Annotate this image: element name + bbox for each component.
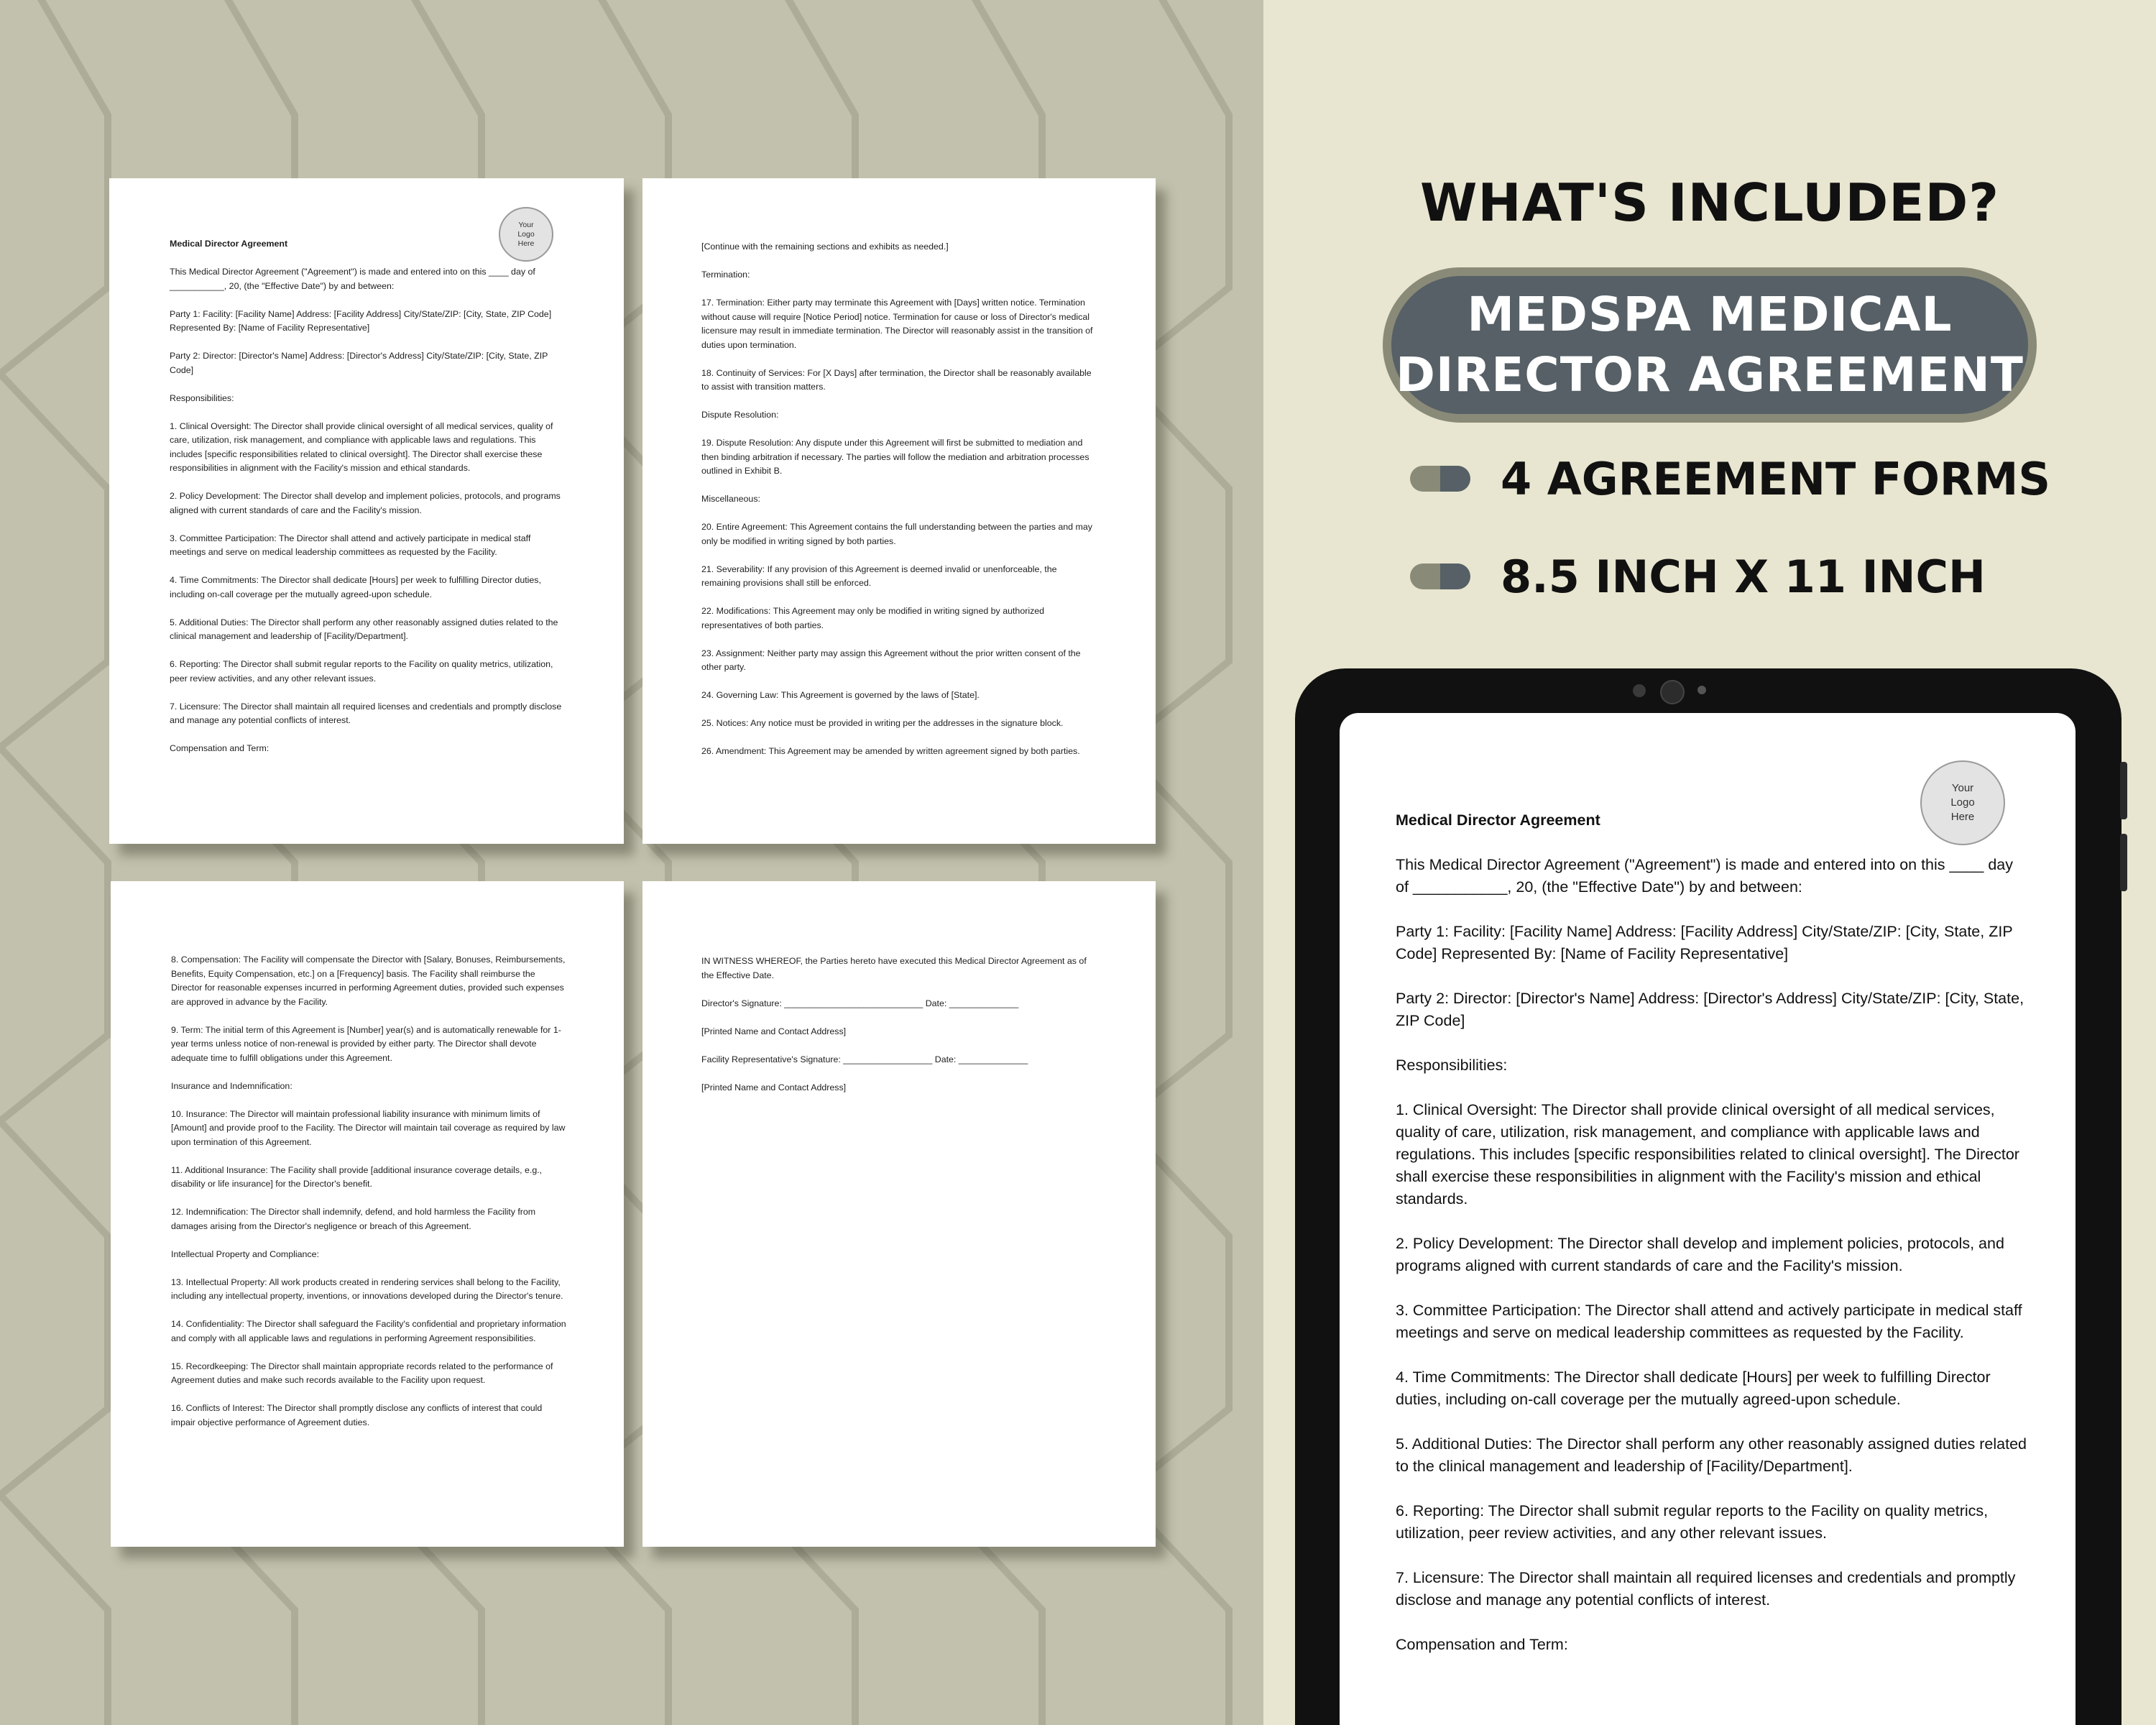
paragraph: Party 2: Director: [Director's Name] Address: [Director's Address] City/State/ZIP: [City, State, ZIP Code] [1396, 990, 2024, 1029]
headline: WHAT'S INCLUDED? [1419, 172, 2000, 233]
paragraph: Intellectual Property and Compliance: [171, 1248, 319, 1259]
paragraph: Responsibilities: [1396, 1057, 1508, 1074]
paragraph: 5. Additional Duties: The Director shall perform any other reasonably assigned duties related to the clinical management and leadership of [Facility/Department]. [1396, 1435, 2027, 1475]
paragraph: Miscellaneous: [701, 494, 760, 504]
product-title-pill [1383, 267, 2037, 423]
paragraph: Party 2: Director: [Director's Name] Address: [Director's Address] City/State/ZIP: [City, State, ZIP Code] [170, 351, 548, 375]
paragraph: 19. Dispute Resolution: Any dispute under this Agreement will first be submitted to mediation and then binding arbitration if necessary. The parties will follow the mediation and arbitration processes outlined in Exhibit B. [701, 438, 1089, 476]
paragraph: 6. Reporting: The Director shall submit regular reports to the Facility on quality metrics, utilization, peer review activities, and any other relevant issues. [170, 659, 553, 684]
paragraph: 3. Committee Participation: The Director shall attend and actively participate in medical staff meetings and serve on medical leadership committees as requested by the Facility. [170, 533, 531, 557]
camera-lens [1660, 680, 1685, 704]
paragraph: Insurance and Indemnification: [171, 1080, 292, 1091]
agreement-page-3 [111, 881, 624, 1547]
paragraph: Director's Signature: ____________________________ Date: ______________ [701, 998, 1019, 1008]
volume-button [2120, 834, 2127, 891]
paragraph: 5. Additional Duties: The Director shall perform any other reasonably assigned duties related to the clinical management and leadership of [Facility/Department]. [170, 617, 558, 641]
paragraph: Party 1: Facility: [Facility Name] Address: [Facility Address] City/State/ZIP: [City, State, ZIP Code] Represented By: [Name of Facility Representative] [1396, 923, 2013, 962]
paragraph: This Medical Director Agreement ("Agreement") is made and entered into on this ____ day of ___________, 20, (the "Effective Date") by and between: [1396, 856, 2013, 896]
paragraph: Termination: [701, 270, 750, 280]
paragraph: 7. Licensure: The Director shall maintain all required licenses and credentials and promptly disclose and manage any potential conflicts of interest. [170, 701, 562, 725]
paragraph: 7. Licensure: The Director shall maintain all required licenses and credentials and promptly disclose and manage any potential conflicts of interest. [1396, 1569, 2016, 1609]
tablet-screen [1340, 713, 2076, 1725]
paragraph: IN WITNESS WHEREOF, the Parties hereto have executed this Medical Director Agreement as of the Effective Date. [701, 956, 1087, 980]
paragraph: Compensation and Term: [170, 743, 270, 753]
feature-item-forms [1263, 443, 2156, 515]
paragraph: 1. Clinical Oversight: The Director shall provide clinical oversight of all medical services, quality of care, utilization, risk management, and compliance with applicable laws and regulations. This includes [specific responsibilities related to clinical oversight]. The Director shall exercise these responsibilities in alignment with the Facility's mission and ethical standards. [1396, 1101, 2019, 1208]
page-1-text [170, 237, 563, 770]
paragraph: Responsibilities: [170, 392, 234, 403]
paragraph: 6. Reporting: The Director shall submit regular reports to the Facility on quality metrics, utilization, peer review activities, and any other relevant issues. [1396, 1502, 1989, 1542]
feature-label: 8.5 INCH X 11 INCH [1501, 551, 1986, 603]
page-3-text [171, 953, 568, 1444]
paragraph: 15. Recordkeeping: The Director shall maintain appropriate records related to the performance of Agreement duties and make such records available to the Facility upon request. [171, 1361, 553, 1385]
agreement-page-4 [642, 881, 1156, 1547]
camera-dot [1633, 684, 1646, 697]
feature-label: 4 AGREEMENT FORMS [1501, 453, 2051, 505]
pattern-line [0, 0, 108, 1725]
agreement-page-2 [642, 178, 1156, 844]
paragraph: 24. Governing Law: This Agreement is governed by the laws of [State]. [701, 690, 980, 700]
paragraph: 4. Time Commitments: The Director shall dedicate [Hours] per week to fulfilling Director duties, including on-call coverage per the mutually agreed-upon schedule. [170, 575, 541, 599]
feature-item-size [1263, 540, 2156, 612]
paragraph: Party 1: Facility: [Facility Name] Address: [Facility Address] City/State/ZIP: [City, State, ZIP Code] Represented By: [Name of Facility Representative] [170, 308, 552, 333]
document-title: Medical Director Agreement [1396, 811, 1600, 829]
capsule-icon [1410, 564, 1470, 589]
paragraph: 14. Confidentiality: The Director shall safeguard the Facility's confidential and proprietary information and comply with all applicable laws and regulations in performing Agreement responsibilities. [171, 1319, 566, 1343]
logo-placeholder: Your Logo Here [1920, 760, 2005, 845]
paragraph: 12. Indemnification: The Director shall indemnify, defend, and hold harmless the Facility from damages arising from the Director's negligence or breach of this Agreement. [171, 1207, 536, 1231]
paragraph: 17. Termination: Either party may terminate this Agreement with [Days] written notice. Termination without cause will require [Notice Period] notice. Termination for cause or loss of Director's medical licensure may result in immediate termination. The Director will reasonably assist in the transition of duties upon termination. [701, 298, 1093, 350]
paragraph: Dispute Resolution: [701, 410, 779, 420]
paragraph: 18. Continuity of Services: For [X Days] after termination, the Director shall be reasonably available to assist with transition matters. [701, 367, 1092, 392]
paragraph: 9. Term: The initial term of this Agreement is [Number] year(s) and is automatically renewable for 1-year terms unless notice of non-renewal is provided by either party. The Director shall devote adequate time to fulfill obligations under this Agreement. [171, 1024, 561, 1063]
product-title: MEDSPA MEDICAL DIRECTOR AGREEMENT [1391, 276, 2028, 414]
paragraph: Facility Representative's Signature: __________________ Date: ______________ [701, 1054, 1028, 1064]
paragraph: 25. Notices: Any notice must be provided in writing per the addresses in the signature block. [701, 718, 1064, 728]
page-4-text [701, 954, 1098, 1109]
paragraph: 2. Policy Development: The Director shall develop and implement policies, protocols, and programs aligned with current standards of care and the Facility's mission. [170, 491, 561, 515]
paragraph: [Printed Name and Contact Address] [701, 1082, 847, 1092]
volume-button [2120, 762, 2127, 819]
paragraph: 26. Amendment: This Agreement may be amended by written agreement signed by both parties. [701, 746, 1080, 756]
tablet-paragraphs [1396, 854, 2028, 1656]
page-2-text [701, 240, 1098, 773]
paragraph: 16. Conflicts of Interest: The Director shall promptly disclose any conflicts of interest that could impair objective performance of Agreement duties. [171, 1403, 543, 1427]
paragraph: [Printed Name and Contact Address] [701, 1026, 847, 1036]
paragraph: 21. Severability: If any provision of this Agreement is deemed invalid or unenforceable, the remaining provisions shall still be enforced. [701, 564, 1057, 588]
paragraph: [Continue with the remaining sections and exhibits as needed.] [701, 242, 949, 252]
info-panel [1263, 0, 2156, 1725]
document-title: Medical Director Agreement [170, 239, 288, 249]
paragraph: 22. Modifications: This Agreement may only be modified in writing signed by authorized representatives of both parties. [701, 606, 1045, 630]
paragraph: 4. Time Commitments: The Director shall dedicate [Hours] per week to fulfilling Director duties, including on-call coverage per the mutually agreed-upon schedule. [1396, 1368, 1991, 1408]
paragraph: 13. Intellectual Property: All work products created in rendering services shall belong to the Facility, including any intellectual property, inventions, or innovations developed during the Director's tenure. [171, 1276, 563, 1301]
paragraph: Compensation and Term: [1396, 1636, 1568, 1653]
paragraph: 3. Committee Participation: The Director shall attend and actively participate in medical staff meetings and serve on medical leadership committees as requested by the Facility. [1396, 1302, 2022, 1341]
page-1-paragraphs [170, 265, 563, 756]
logo-placeholder: Your Logo Here [499, 207, 553, 262]
page-2-paragraphs [701, 240, 1098, 759]
paragraph: 23. Assignment: Neither party may assign this Agreement without the prior written consent of the other party. [701, 648, 1081, 672]
paragraph: This Medical Director Agreement ("Agreement") is made and entered into on this ____ day of ___________, 20, (the "Effective Date") by and between: [170, 267, 535, 291]
capsule-icon [1410, 466, 1470, 492]
paragraph: 11. Additional Insurance: The Facility shall provide [additional insurance coverage details, e.g., disability or life insurance] for the Director's benefit. [171, 1164, 543, 1189]
page-3-paragraphs [171, 953, 568, 1430]
tablet-device [1295, 668, 2122, 1725]
paragraph: 8. Compensation: The Facility will compensate the Director with [Salary, Bonuses, Reimbursements, Benefits, Equity Compensation, etc.] on a [Frequency] basis. The Facility shall reimburse the Director for reasonable expenses incurred in performing Agreement duties, provided such expenses are approved in advance by the Facility. [171, 954, 566, 1007]
agreement-page-1 [109, 178, 624, 844]
page-4-paragraphs [701, 954, 1098, 1095]
paragraph: 20. Entire Agreement: This Agreement contains the full understanding between the parties and may only be modified in writing signed by both parties. [701, 522, 1092, 546]
sensor-dot [1697, 686, 1706, 694]
paragraph: 1. Clinical Oversight: The Director shall provide clinical oversight of all medical services, quality of care, utilization, risk management, and compliance with applicable laws and regulations. This includes [specific responsibilities related to clinical oversight]. The Director shall exercise these responsibilities in alignment with the Facility's mission and ethical standards. [170, 420, 553, 473]
tablet-document-text [1396, 809, 2028, 1678]
paragraph: 10. Insurance: The Director will maintain professional liability insurance with minimum limits of [Amount] and provide proof to the Facility. The Director will maintain tail coverage as required by law upon termination of this Agreement. [171, 1108, 566, 1147]
paragraph: 2. Policy Development: The Director shall develop and implement policies, protocols, and programs aligned with current standards of care and the Facility's mission. [1396, 1235, 2004, 1274]
